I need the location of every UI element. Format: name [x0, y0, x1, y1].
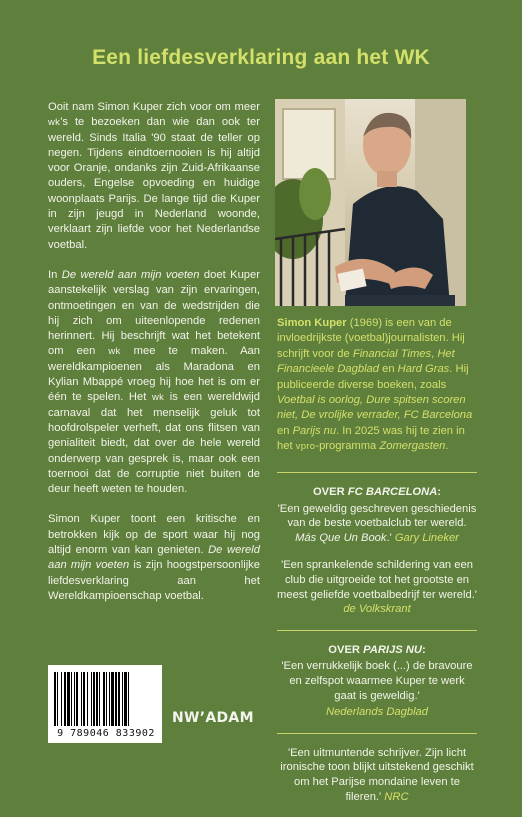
isbn-barcode — [48, 665, 162, 743]
headline: Een liefdesverklaring aan het WK — [92, 46, 430, 69]
review-quote: 'Een verrukkelijk boek (...) de bravoure en zelfspot waarmee Kuper te werk gaat is geweldig.' — [281, 660, 473, 702]
review-quote: 'Een uitmuntende schrijver. Zijn licht ironische toon blijkt uitstekend geschikt om het Parijse mondaine leven te fileren.' NRC — [280, 746, 474, 803]
author-bio: Simon Kuper (1969) is een van de invloedrijkste (voetbal)journalisten. Hij schrijft voor de Financial Times, Het Financieele Dagblad en Hard Gras. Hij publiceerde diverse boeken, zoals Voetbal is oorlog, Dure spitsen scoren niet, De vrolijke verrader, FC Barcelona en Parijs nu. In 2025 was hij te zien in het vpro-programma Zomergasten. — [277, 317, 473, 453]
review-quote: 'Een geweldig geschreven geschiedenis van de beste voetbalclub ter wereld. Más Que Un Book.' Gary Lineker — [277, 502, 477, 544]
review-quote: 'Een sprankelende schildering van een club die uitgroeide tot het grootste en meest geliefde voetbalbedrijf ter wereld.' de Volkskrant — [277, 559, 477, 616]
blurb-column — [48, 100, 260, 619]
review-source: Nederlands Dagblad — [326, 706, 428, 719]
divider — [277, 630, 477, 631]
press-reviews — [277, 472, 477, 817]
barcode-icon — [54, 672, 156, 726]
blurb-paragraph-3: Simon Kuper toont een kritische en betrokken kijk op de sport waar hij nog altijd enorm van kan genieten. De wereld aan mijn voeten is zijn hoogstpersoonlijke liefdesverklaring aan het Wereldkampioenschap voetbal. — [48, 513, 260, 602]
author-photo — [275, 99, 466, 306]
reviews-heading-parijs: OVER PARIJS NU: — [328, 643, 426, 656]
isbn-number: 9 789046 833902 — [57, 728, 155, 739]
publisher-logo: NW’ADAM — [172, 710, 254, 726]
divider — [277, 472, 477, 473]
divider — [277, 733, 477, 734]
blurb-paragraph-2: In De wereld aan mijn voeten doet Kuper aanstekelijk verslag van zijn ervaringen, ontmoetingen en van de wedstrijden die hij zich om uiteenlopende redenen herinnert. Hij beschrijft wat het betekent om een wk mee te maken. Aan wereldkampioenen als Maradona en Kylian Mbappé vroeg hij hoe het is om er één te spelen. Het wk is een wereldwijd carnaval dat het menselijk geluk tot hoofdrolspeler verheft, dat ons flitsen van genialiteit biedt, dat over de hele wereld onderwerp van gesprek is, maar ook een toernooi dat de corruptie niet buiten de deur heeft weten te houden. — [48, 268, 260, 496]
reviews-heading-barcelona: OVER FC BARCELONA: — [312, 486, 442, 498]
blurb-paragraph-1: Ooit nam Simon Kuper zich voor om meer wk's te bezoeken dan wie dan ook ter wereld. Sinds Italia '90 staat de teller op negen. Tijdens eindtoernooien is hij altijd voor Oranje, ondanks zijn Zuid-Afrikaanse ouders, Engelse opvoeding en huidige woonplaats Parijs. De lange tijd die Kuper in zijn jeugd in Nederland woonde, verklaart zijn liefde voor het Nederlandse voetbal. — [48, 101, 260, 251]
